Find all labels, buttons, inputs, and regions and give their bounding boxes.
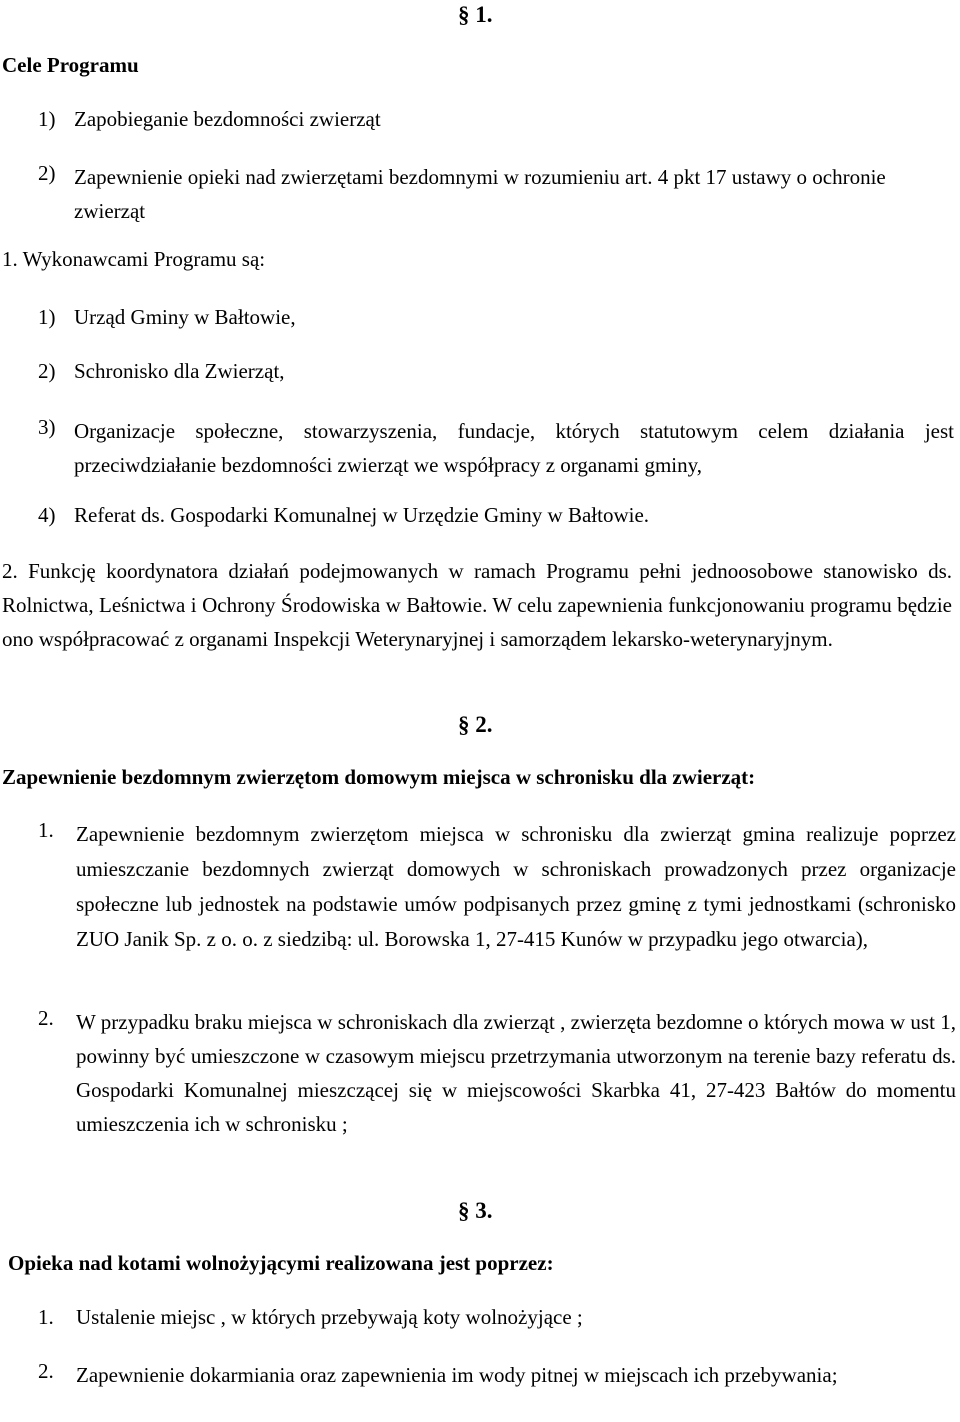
executor-item [38, 304, 948, 331]
executor-text: Organizacje społeczne, stowarzyszenia, fundacje, których statutowym celem działania jest przeciwdziałanie bezdomności zwierząt we współpracy z organami gminy, [74, 419, 954, 477]
coordinator-paragraph: 2. Funkcję koordynatora działań podejmowanych w ramach Programu pełni jednoosobowe stanowisko ds. Rolnictwa, Leśnictwa i Ochrony Środowiska w Bałtowie. W celu zapewnienia funkcjonowaniu programu będzie ono współpracować z organami Inspekcji Weterynaryjnej i samorządem lekarsko-weterynaryjnym. [2, 559, 952, 651]
goal-text: Zapobieganie bezdomności zwierząt [74, 107, 381, 131]
executor-number: 2) [38, 359, 56, 383]
shelter-text: W przypadku braku miejsca w schroniskach dla zwierząt , zwierzęta bezdomne o których mowa w ust 1, powinny być umieszczone w czasowym miejscu przetrzymania utworzonym na terenie bazy referatu ds. Gospodarki Komunalnej mieszczącej się w miejscowości Skarbka 41, 27-423 Bałtów do momentu umieszczenia ich w schronisku ; [76, 1010, 956, 1136]
shelter-item [38, 1005, 956, 1141]
section-2-mark: § 2. [458, 712, 493, 737]
section-1-heading: Cele Programu [2, 53, 139, 77]
goal-text: Zapewnienie opieki nad zwierzętami bezdomnymi w rozumieniu art. 4 pkt 17 ustawy o ochronie zwierząt [74, 165, 886, 223]
executor-item [38, 414, 958, 482]
goal-item [38, 106, 948, 133]
cats-text: Ustalenie miejsc , w których przebywają koty wolnożyjące ; [76, 1305, 583, 1329]
cats-number: 1. [38, 1305, 54, 1329]
shelter-number: 1. [38, 818, 54, 842]
executor-item [38, 358, 948, 385]
executor-text: Urząd Gminy w Bałtowie, [74, 305, 296, 329]
cats-item [38, 1358, 948, 1392]
cats-number: 2. [38, 1359, 54, 1383]
cats-text: Zapewnienie dokarmiania oraz zapewnienia im wody pitnej w miejscach ich przebywania; [76, 1363, 838, 1387]
cats-item [38, 1304, 948, 1331]
executors-intro: 1. Wykonawcami Programu są: [2, 247, 266, 271]
executor-text: Schronisko dla Zwierząt, [74, 359, 285, 383]
section-3-heading: Opieka nad kotami wolnożyjącymi realizowana jest poprzez: [8, 1251, 554, 1275]
shelter-text: Zapewnienie bezdomnym zwierzętom miejsca w schronisku dla zwierząt gmina realizuje poprzez umieszczanie bezdomnych zwierząt domowych w schroniskach prowadzonych przez organizacje społeczne lub jednostek na podstawie umów podpisanych przez gminę z tymi jednostkami (schronisko ZUO Janik Sp. z o. o. z siedzibą: ul. Borowska 1, 27-415 Kunów w przypadku jego otwarcia), [76, 822, 956, 951]
section-3-mark: § 3. [458, 1198, 493, 1223]
section-2-heading: Zapewnienie bezdomnym zwierzętom domowym miejsca w schronisku dla zwierząt: [2, 765, 756, 789]
goal-number: 2) [38, 161, 56, 185]
goal-item [38, 160, 948, 228]
executor-text: Referat ds. Gospodarki Komunalnej w Urzędzie Gminy w Bałtowie. [74, 503, 650, 527]
executor-item [38, 502, 948, 529]
executor-number: 4) [38, 503, 56, 527]
executor-number: 3) [38, 415, 56, 439]
section-1-mark: § 1. [458, 2, 493, 27]
executor-number: 1) [38, 305, 56, 329]
shelter-item [38, 817, 956, 957]
goal-number: 1) [38, 107, 56, 131]
shelter-number: 2. [38, 1006, 54, 1030]
